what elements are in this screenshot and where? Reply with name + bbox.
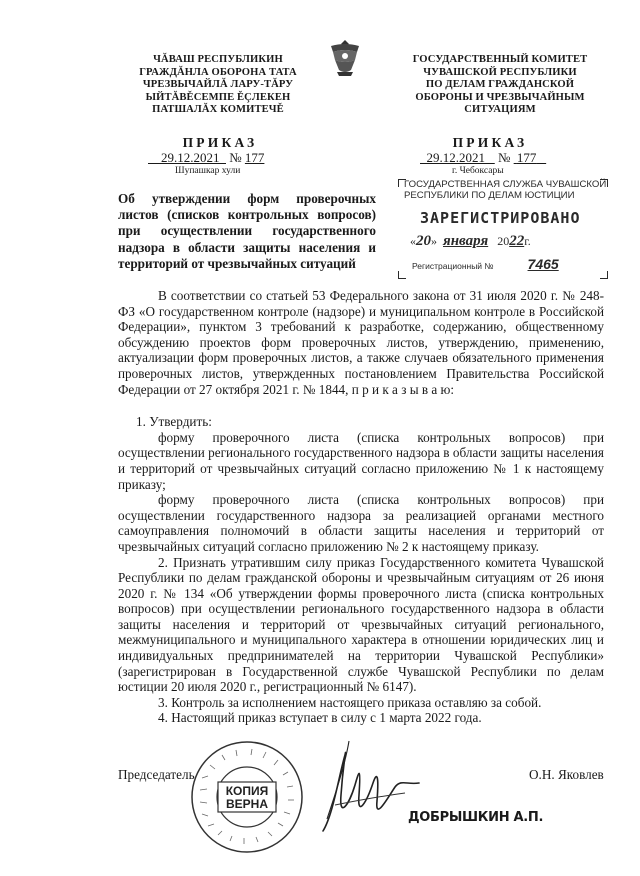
stamp-number: 7465 <box>527 256 559 272</box>
order-title-right: ПРИКАЗ <box>452 135 528 150</box>
order-date-left: 29.12.2021 <box>161 150 220 165</box>
handwritten-signature <box>315 735 425 845</box>
stamp-date-line: «20» января 2022г. <box>410 233 531 249</box>
stamp-year-prefix: 20 <box>497 234 510 248</box>
header-left-line: ГРАЖДĂНЛА ОБОРОНА ТАТА <box>139 66 297 78</box>
header-right-org <box>390 54 610 117</box>
body-intro-main: В соответствии со статьей 53 Федерального закона от 31 июля 2020 г. № 248-ФЗ «О государственном контроле (надзоре) и муниципальном контроле в Российской Федерации», пунктом 3 требований к разработке, содержанию, общественному обсуждению проектов форм проверочных листов, утверждению, применению, актуализации форм проверочных листов, а также случаев обязательного применения проверочных листов, утвержденных постановлением Правительства Российской Федерации от 27 октября 2021 г. № 1844, <box>118 288 604 397</box>
order-dateline-right <box>420 150 546 166</box>
body-intro-action: п р и к а з ы в а ю: <box>351 381 455 397</box>
body-item4: 4. Настоящий приказ вступает в силу с 1 марта 2022 года. <box>158 710 482 726</box>
header-right-line: ЧУВАШСКОЙ РЕСПУБЛИКИ <box>423 66 577 78</box>
stamp-org-line2: РЕСПУБЛИКИ ПО ДЕЛАМ ЮСТИЦИИ <box>404 190 575 201</box>
order-date-right: 29.12.2021 <box>426 150 485 165</box>
header-right-line: ГОСУДАРСТВЕННЫЙ КОМИТЕТ <box>412 54 588 65</box>
body-item2: 2. Признать утратившим силу приказ Государственного комитета Чувашской Республики по делам гражданской обороны и чрезвычайным ситуациям от 26 июня 2020 г. № 134 «Об утверждении формы проверочного листа (списка контрольных вопросов) при осуществлении регионального государственного надзора в области защиты населения и территорий от чрезвычайных ситуаций регионального, межмуниципального и муниципального характера в отношении юридических лиц и индивидуальных предпринимателей на территории Чувашской Республики» (зарегистрирован в Государственной службе Чувашской Республики по делам юстиции 20 июля 2020 г., регистрационный № 6147). <box>118 554 604 695</box>
signatory-position: Председатель <box>118 767 195 782</box>
header-left-line: ПАТШАЛĂХ КОМИТЕЧĚ <box>152 104 284 116</box>
body-item3: 3. Контроль за исполнением настоящего приказа оставляю за собой. <box>158 694 542 710</box>
stamp-day: 20 <box>416 233 431 249</box>
order-number-right: 177 <box>516 150 537 165</box>
seal-text-line2: ВЕРНА <box>225 797 269 811</box>
order-title-left: ПРИКАЗ <box>182 135 258 150</box>
order-subject: Об утверждении форм проверочных листов (списков контрольных вопросов) при осуществлении государственного надзора в области защиты населения и территорий от чрезвычайных ситуаций <box>118 191 376 271</box>
signatory-name: О.Н. Яковлев <box>529 767 604 782</box>
order-city-left: Шупашкар хули <box>175 166 241 176</box>
header-left-org <box>108 54 328 117</box>
order-dateline-left <box>148 150 264 166</box>
stamp-org-line1: ГОСУДАРСТВЕННАЯ СЛУЖБА ЧУВАШСКОЙ <box>404 179 607 190</box>
order-body <box>118 288 604 726</box>
order-number-left: 177 <box>244 150 265 165</box>
stamp-year-suffix: 22 <box>509 233 525 249</box>
header-left-line: ЧРЕЗВЫЧАЙЛĂ ЛАРУ-ТĂРУ <box>142 79 294 91</box>
registration-stamp <box>398 179 608 279</box>
body-intro <box>118 288 604 397</box>
order-no-sign-left: № <box>229 150 242 165</box>
seal-text-line1: КОПИЯ <box>225 784 269 798</box>
header-left-line: ЧĂВАШ РЕСПУБЛИКИН <box>153 54 283 65</box>
body-item1-title: 1. Утвердить: <box>136 414 212 430</box>
header-left-line: ЫЙТĂВĚСЕМПЕ ĚÇЛЕКЕН <box>145 91 291 103</box>
stamp-month: января <box>443 233 489 249</box>
header-right-line: ПО ДЕЛАМ ГРАЖДАНСКОЙ <box>425 79 575 91</box>
order-no-sign-right: № <box>498 150 511 165</box>
body-item1-b: форму проверочного листа (списка контрольных вопросов) при осуществлении государственного надзора за реализацией органами местного самоуправления полномочий в области защиты населения и территорий от чрезвычайных ситуаций согласно приложению № 2 к настоящему приказу. <box>118 492 604 554</box>
order-city-right: г. Чебоксары <box>452 166 504 176</box>
copy-certifier-name: ДОБРЫШКИН А.П. <box>408 810 544 825</box>
copy-certified-seal <box>188 738 306 856</box>
stamp-number-label: Регистрационный № <box>412 261 494 271</box>
header-right-line: СИТУАЦИЯМ <box>464 104 536 116</box>
stamp-number-line <box>398 256 608 272</box>
stamp-year-end: г. <box>524 234 531 248</box>
body-item1-a: форму проверочного листа (списка контрольных вопросов) при осуществлении регионального государственного надзора в области защиты населения и территорий от чрезвычайных ситуаций согласно приложению № 1 к настоящему приказу; <box>118 429 604 492</box>
stamp-registered: ЗАРЕГИСТРИРОВАНО <box>420 209 581 227</box>
coat-of-arms-emblem <box>327 38 363 78</box>
header-right-line: ОБОРОНЫ И ЧРЕЗВЫЧАЙНЫМ <box>415 91 585 103</box>
